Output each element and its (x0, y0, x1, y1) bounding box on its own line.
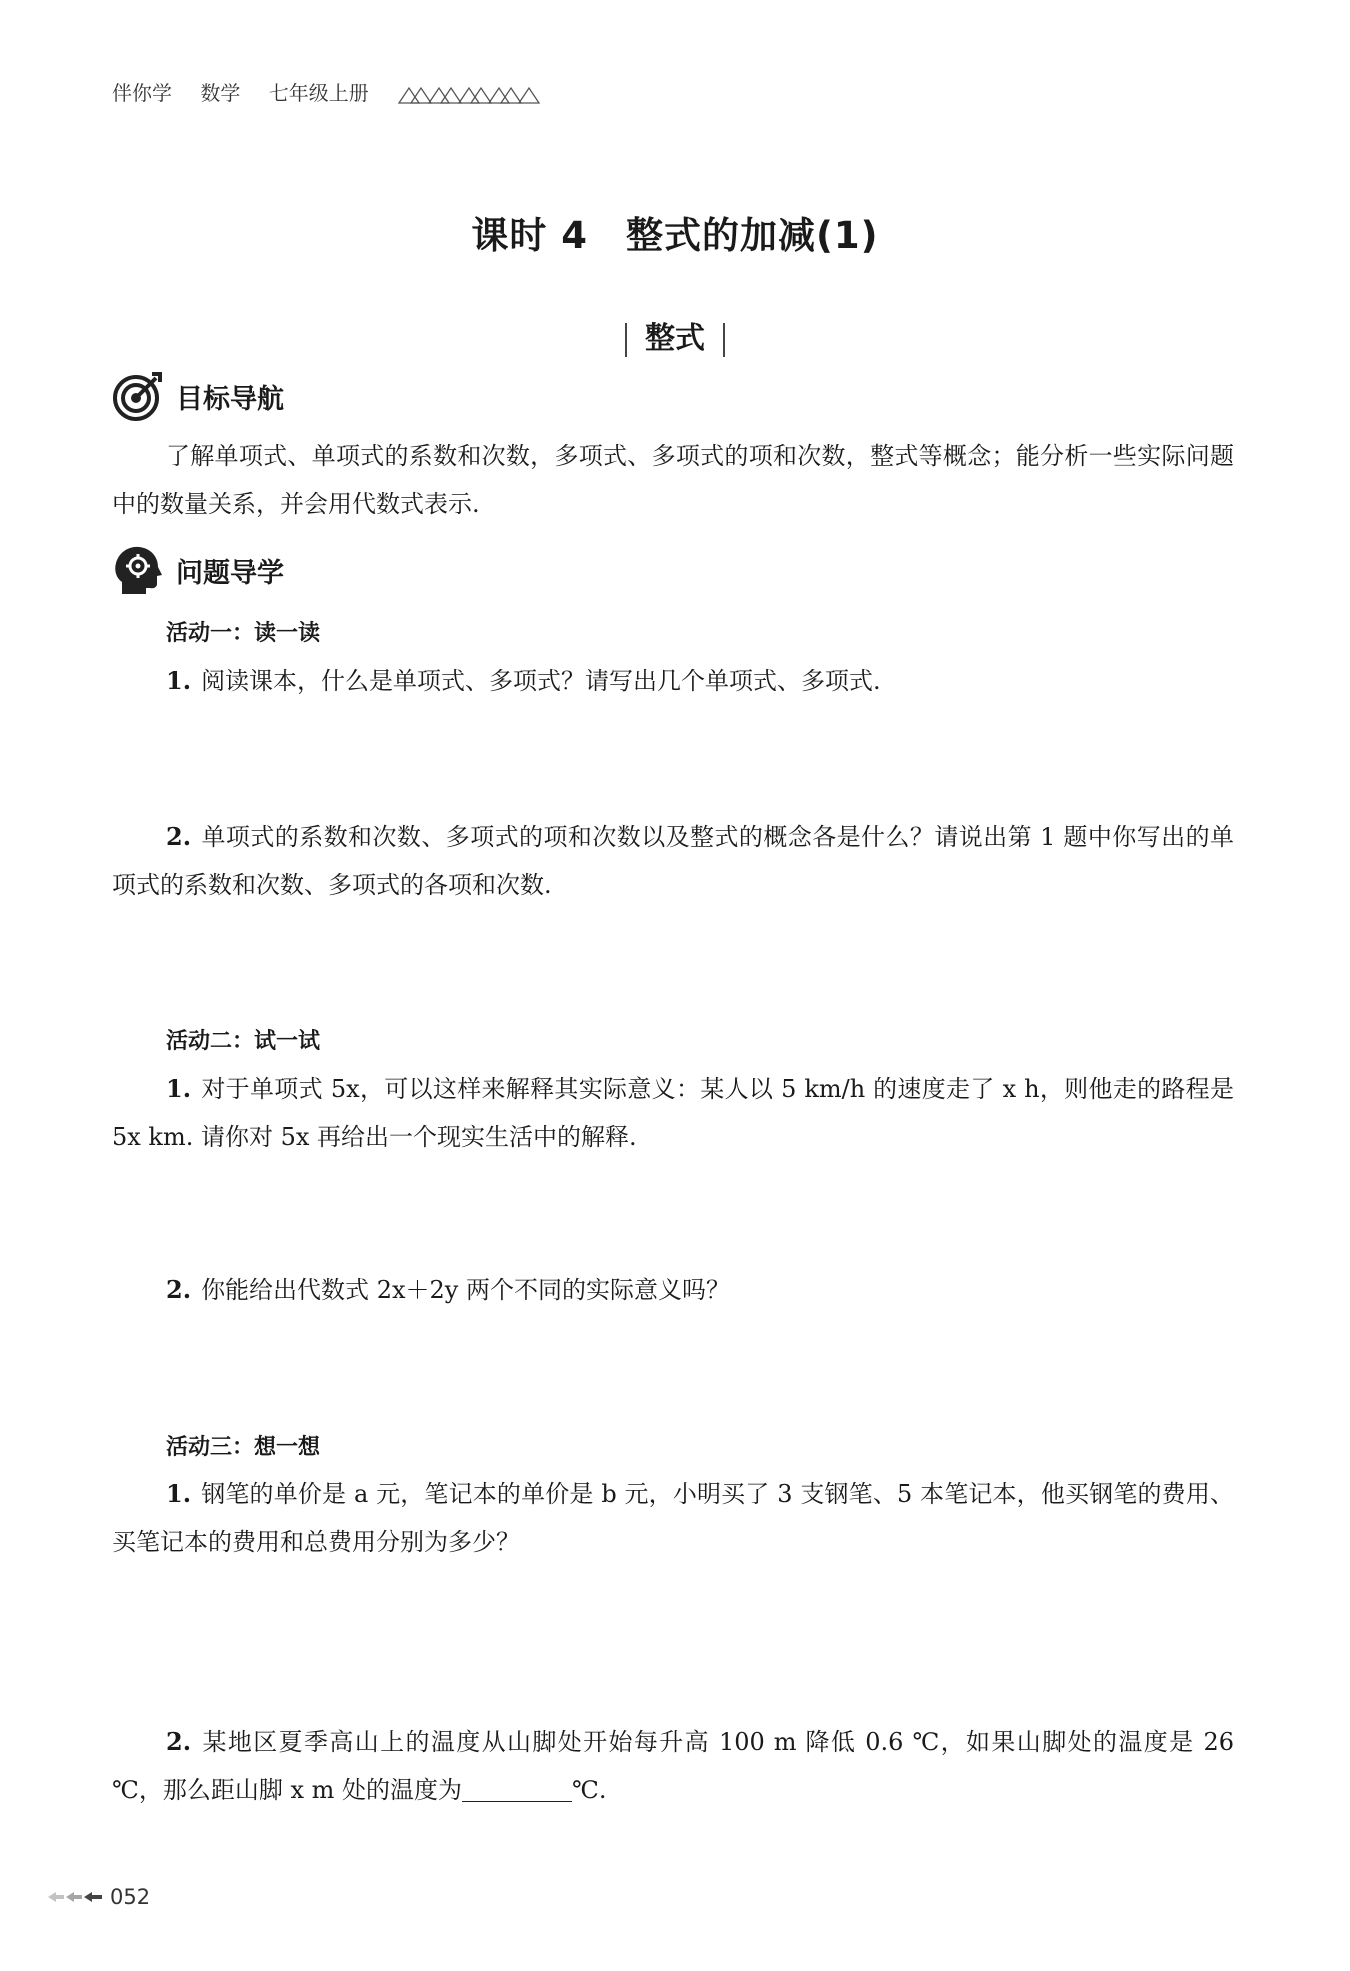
head-gear-icon (112, 544, 164, 596)
guide-heading-text: 问题导学 (176, 557, 284, 589)
arrows-left-icon (46, 1889, 106, 1905)
goal-text: 了解单项式、单项式的系数和次数，多项式、多项式的项和次数，整式等概念；能分析一些实际问题中的数量关系，并会用代数式表示. (112, 442, 1234, 518)
goal-heading-text: 目标导航 (176, 383, 284, 415)
activity-title: 活动三：想一想 (166, 1435, 321, 1460)
question-text-after: ℃. (572, 1776, 607, 1804)
question-item (112, 1718, 1234, 1814)
grade-label: 七年级上册 (268, 81, 369, 105)
goal-heading (112, 370, 284, 422)
subtitle-left-bar (625, 323, 627, 357)
question-item (112, 813, 1234, 909)
question-number: 2. (166, 1727, 192, 1756)
question-item (112, 657, 1234, 705)
question-text: 阅读课本，什么是单项式、多项式？请写出几个单项式、多项式. (201, 667, 881, 695)
question-number: 1. (166, 1479, 192, 1508)
activity-title: 活动一：读一读 (166, 621, 321, 646)
page-title: 课时 4 整式的加减(1) (471, 214, 879, 257)
page-footer (46, 1885, 150, 1909)
subject-label: 数学 (200, 81, 241, 105)
question-item (112, 1266, 1234, 1314)
question-number: 2. (166, 1275, 192, 1304)
page-number: 052 (110, 1885, 151, 1909)
question-text: 对于单项式 5x，可以这样来解释其实际意义：某人以 5 km/h 的速度走了 x h，则他走的路程是5x km. 请你对 5x 再给出一个现实生活中的解释. (112, 1075, 1234, 1151)
subtitle-right-bar (723, 323, 725, 357)
subtitle-text: 整式 (645, 321, 705, 356)
question-item (112, 1470, 1234, 1566)
question-number: 1. (166, 1074, 192, 1103)
question-number: 1. (166, 666, 192, 695)
guide-heading (112, 544, 284, 596)
section-subtitle (0, 313, 1350, 357)
question-number: 2. (166, 822, 192, 851)
question-text: 你能给出代数式 2x＋2y 两个不同的实际意义吗？ (201, 1276, 730, 1304)
triangle-decoration-icon (397, 85, 547, 105)
question-text: 单项式的系数和次数、多项式的项和次数以及整式的概念各是什么？请说出第 1 题中你写出的单项式的系数和次数、多项式的各项和次数. (112, 823, 1234, 899)
question-text: 钢笔的单价是 a 元，笔记本的单价是 b 元，小明买了 3 支钢笔、5 本笔记本，他买钢笔的费用、买笔记本的费用和总费用分别为多少？ (112, 1480, 1234, 1556)
question-text: 某地区夏季高山上的温度从山脚处开始每升高 100 m 降低 0.6 ℃，如果山脚处的温度是 26 ℃，那么距山脚 x m 处的温度为 (112, 1728, 1234, 1804)
activity-title: 活动二：试一试 (166, 1029, 321, 1054)
question-item (112, 1065, 1234, 1161)
target-icon (112, 370, 164, 422)
answer-blank[interactable] (462, 1775, 572, 1802)
brand-label: 伴你学 (112, 81, 172, 105)
running-header (112, 77, 569, 106)
